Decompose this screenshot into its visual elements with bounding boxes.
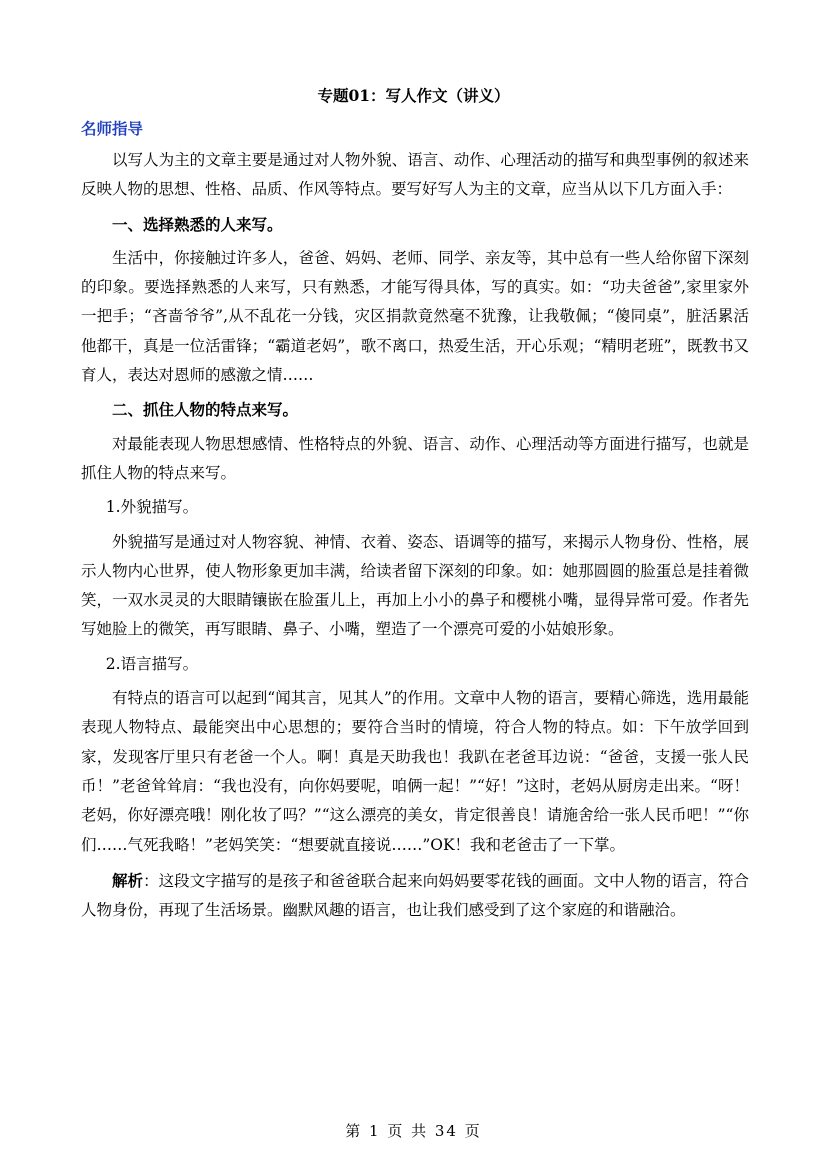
heading-choose-familiar: 一、选择熟悉的人来写。: [112, 214, 283, 234]
page-title: 专题01：写人作文（讲义）: [317, 86, 510, 105]
intro-paragraph: 以写人为主的文章主要是通过对人物外貌、语言、动作、心理活动的描写和典型事例的叙述来反映人物的思想、性格、品质、作风等特点。要写好写人为主的文章，应当从以下几方面入手：: [81, 151, 749, 199]
analysis-label: 解析: [112, 870, 144, 890]
paragraph-familiar-people: 生活中，你接触过许多人，爸爸、妈妈、老师、同学、亲友等，其中总有一些人给你留下深刻的印象。要选择熟悉的人来写，只有熟悉，才能写得具体，写的真实。如：“功夫爸爸”,家里家外一把手；“吝啬爷爷”,从不乱花一分钱，灾区捐款竟然毫不犹豫，让我敬佩；“傻同桌”，脏活累活他都干，真是一位活雷锋；“霸道老妈”，歌不离口，热爱生活，开心乐观；“精明老班”，既教书又育人，表达对恩师的感激之情……: [81, 248, 749, 385]
document-body: [81, 146, 749, 925]
analysis-paragraph: [81, 866, 749, 926]
heading-grasp-traits: 二、抓住人物的特点来写。: [112, 400, 299, 420]
item-language: 2.语言描写。: [105, 654, 199, 673]
paragraph-appearance: 外貌描写是通过对人物容貌、神情、衣着、姿态、语调等的描写，来揭示人物身份、性格，展示人物内心世界，使人物形象更加丰满，给读者留下深刻的印象。如：她那圆圆的脸蛋总是挂着微笑，一双水灵灵的大眼睛镶嵌在脸蛋儿上，再加上小小的鼻子和樱桃小嘴，显得异常可爱。作者先写她脸上的微笑，再写眼睛、鼻子、小嘴，塑造了一个漂亮可爱的小姑娘形象。: [81, 532, 749, 639]
item-appearance: 1.外貌描写。: [105, 498, 199, 517]
paragraph-language: 有特点的语言可以起到“闻其言，见其人”的作用。文章中人物的语言，要精心筛选，选用最能表现人物特点、最能突出中心思想的；要符合当时的情境，符合人物的特点。如：下午放学回到家，发现客厅里只有老爸一个人。啊！真是天助我也！我趴在老爸耳边说：“爸爸，支援一张人民币！”老爸耸耸肩：“我也没有，向你妈要呢，咱俩一起！”“好！”这时，老妈从厨房走出来。“呀！老妈，你好漂亮哦！刚化妆了吗？”“这么漂亮的美女，肯定很善良！请施舍给一张人民币吧！”“你们……气死我略！”老妈笑笑：“想要就直接说……”OK！我和老爸击了一下掌。: [81, 689, 749, 854]
section-label: 名师指导: [81, 119, 144, 138]
analysis-text: ：这段文字描写的是孩子和爸爸联合起来向妈妈要零花钱的画面。文中人物的语言，符合人物身份，再现了生活场景。幽默风趣的语言，也让我们感受到了这个家庭的和谐融洽。: [81, 871, 749, 920]
paragraph-grasp-traits: 对最能表现人物思想感情、性格特点的外貌、语言、动作、心理活动等方面进行描写，也就是抓住人物的特点来写。: [81, 434, 749, 482]
page-footer: 第 1 页 共 34 页: [345, 1122, 482, 1140]
